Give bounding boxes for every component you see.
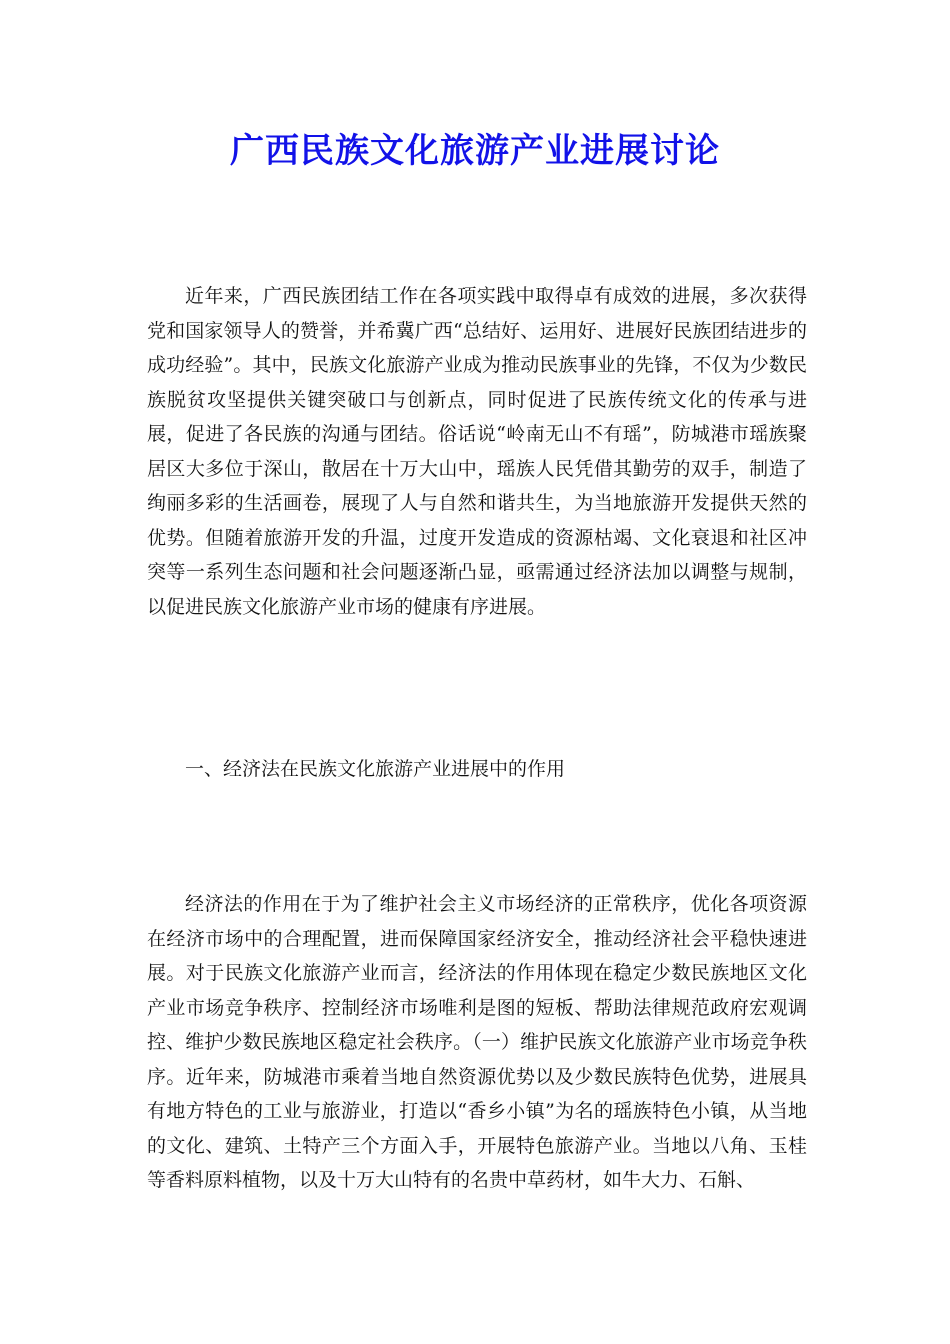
intro-paragraph: 近年来，广西民族团结工作在各项实践中取得卓有成效的进展，多次获得党和国家领导人的赞誉，并希冀广西“总结好、运用好、进展好民族团结进步的成功经验”。其中，民族文化旅游产业成为推动民族事业的先锋，不仅为少数民族脱贫攻坚提供关键突破口与创新点，同时促进了民族传统文化的传承与进展，促进了各民族的沟通与团结。俗话说“岭南无山不有瑶”，防城港市瑶族聚居区大多位于深山，散居在十万大山中，瑶族人民凭借其勤劳的双手，制造了绚丽多彩的生活画卷，展现了人与自然和谐共生，为当地旅游开发提供天然的优势。但随着旅游开发的升温，过度开发造成的资源枯竭、文化衰退和社区冲突等一系列生态问题和社会问题逐渐凸显，亟需通过经济法加以调整与规制，以促进民族文化旅游产业市场的健康有序进展。 <box>147 285 807 618</box>
section-heading: 一、经济法在民族文化旅游产业进展中的作用 <box>185 758 566 780</box>
document-title: 广西民族文化旅游产业进展讨论 <box>230 131 720 171</box>
section-paragraph: 经济法的作用在于为了维护社会主义市场经济的正常秩序，优化各项资源在经济市场中的合理配置，进而保障国家经济安全，推动经济社会平稳快速进展。对于民族文化旅游产业而言，经济法的作用体现在稳定少数民族地区文化产业市场竞争秩序、控制经济市场唯利是图的短板、帮助法律规范政府宏观调控、维护少数民族地区稳定社会秩序。（一）维护民族文化旅游产业市场竞争秩序。近年来，防城港市乘着当地自然资源优势以及少数民族特色优势，进展具有地方特色的工业与旅游业，打造以“香乡小镇”为名的瑶族特色小镇，从当地的文化、建筑、土特产三个方面入手，开展特色旅游产业。当地以八角、玉桂等香料原料植物，以及十万大山特有的名贵中草药材，如牛大力、石斛、 <box>147 893 807 1191</box>
